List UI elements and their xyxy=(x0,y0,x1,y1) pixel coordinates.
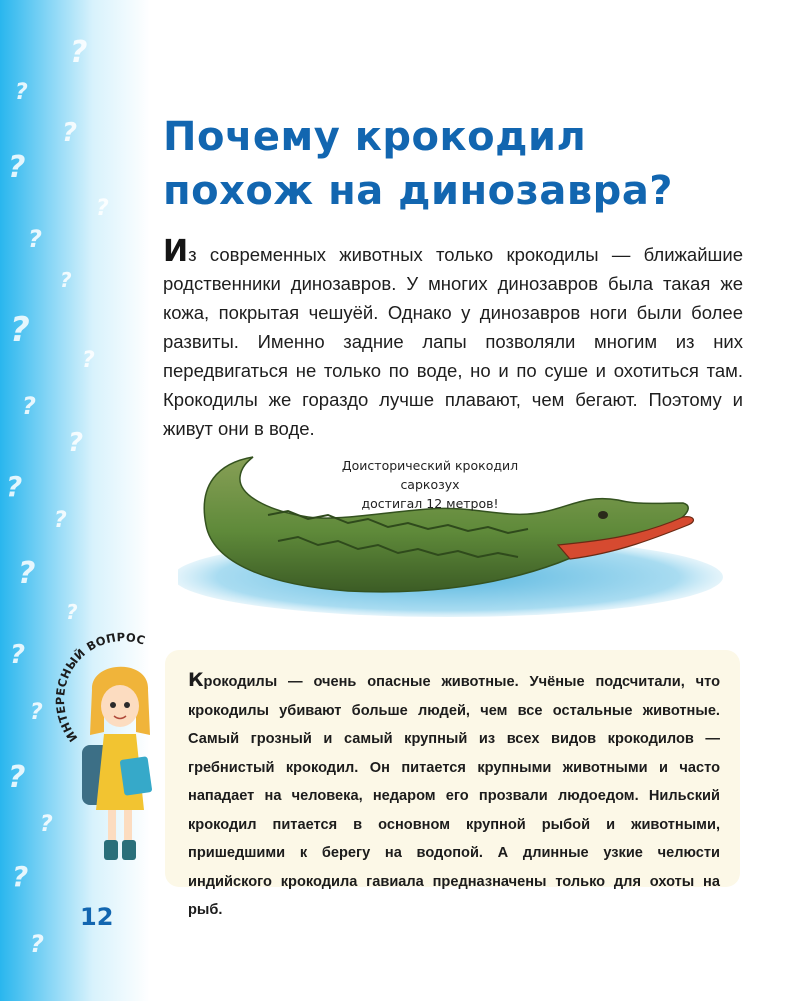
question-mark-icon: ? xyxy=(8,760,26,795)
question-box-text xyxy=(188,666,720,925)
question-mark-icon: ? xyxy=(60,268,72,292)
leg-right xyxy=(124,810,132,842)
illustration-caption xyxy=(320,456,540,513)
question-mark-icon: ? xyxy=(18,556,36,591)
question-mark-icon: ? xyxy=(70,35,88,70)
title-line-2: похож на динозавра? xyxy=(163,168,674,214)
page-number: 12 xyxy=(80,903,114,931)
face xyxy=(101,685,139,727)
question-mark-icon: ? xyxy=(12,860,29,893)
question-mark-icon: ? xyxy=(10,640,26,670)
question-mark-icon: ? xyxy=(96,196,109,221)
drop-initial: И xyxy=(163,234,189,269)
boot-right xyxy=(122,840,136,860)
question-mark-icon: ? xyxy=(6,470,23,503)
question-drop-initial: К xyxy=(188,669,204,691)
question-mark-icon: ? xyxy=(28,225,42,253)
title-line-1: Почему крокодил xyxy=(163,114,587,160)
question-mark-icon: ? xyxy=(8,150,26,185)
leg-left xyxy=(108,810,116,842)
crocodile-eye xyxy=(598,511,608,519)
question-mark-icon: ? xyxy=(66,600,78,624)
eye-right xyxy=(124,702,130,708)
question-mark-icon: ? xyxy=(30,700,43,725)
caption-line-1: Доисторический крокодил саркозух xyxy=(341,458,519,492)
question-mark-icon: ? xyxy=(62,118,78,148)
question-mark-icon: ? xyxy=(68,428,84,458)
question-box-body: рокодилы — очень опасные животные. Учёные подсчитали, что крокодилы убивают больше людей, чем все остальные животные. Самый грозный и самый крупный из всех видов крокодилов — гребнистый крокодил. Он питается крупными животными и часто нападает на человека, недаром его прозвали людоедом. Нильский крокодил питается в основном крупной рыбой и животными, пришедшими к берегу на водопой. А длинные узкие челюсти индийского крокодила гавиала предназначены только для охоты на рыб. xyxy=(188,674,720,918)
question-mark-icon: ? xyxy=(82,348,95,373)
question-mark-icon: ? xyxy=(40,812,53,837)
main-paragraph xyxy=(163,234,743,443)
page-title xyxy=(163,110,723,218)
book xyxy=(120,756,153,796)
schoolgirl-illustration xyxy=(70,640,170,870)
question-mark-icon: ? xyxy=(22,392,36,420)
question-mark-icon: ? xyxy=(30,930,44,958)
question-mark-icon: ? xyxy=(54,508,67,533)
boot-left xyxy=(104,840,118,860)
badge-label: ИНТЕРЕСНЫЙ ВОПРОС xyxy=(53,630,148,745)
caption-line-2: достигал 12 метров! xyxy=(361,496,499,511)
eye-left xyxy=(110,702,116,708)
question-mark-icon: ? xyxy=(15,80,28,105)
question-mark-icon: ? xyxy=(10,310,30,350)
main-paragraph-text: з современных животных только крокодилы — ближайшие родственники динозавров. У многих динозавров была такая же кожа, покрытая чешуёй. Однако у динозавров ноги были более развиты. Именно задние лапы позволяли многим из них передвигаться не только по воде, но и по суше и охотиться там. Крокодилы же гораздо лучше плавают, чем бегают. Поэтому и живут они в воде. xyxy=(163,244,743,439)
